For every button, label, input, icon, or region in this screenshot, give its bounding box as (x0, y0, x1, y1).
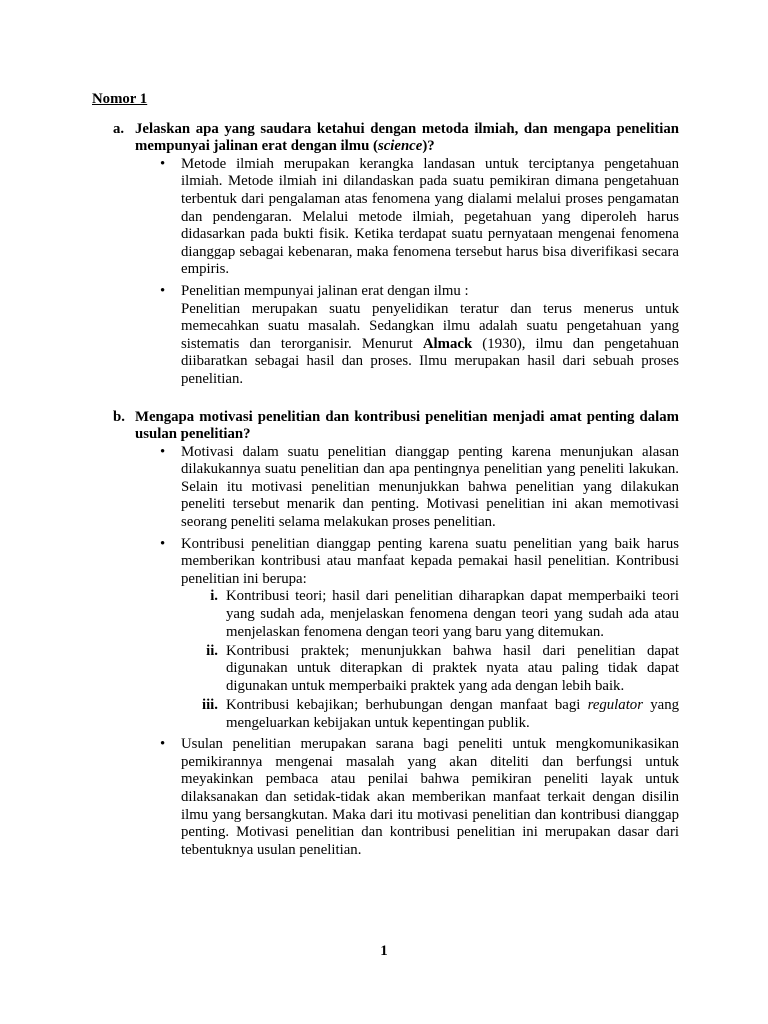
text-line: Selain itu motivasi penelitian menunjukkan bahwa penelitian yang dilakukan (181, 478, 679, 495)
text-line: dilakukannya suatu penelitian dan apa pentingnya penelitian yang peneliti lakukan. (181, 461, 679, 478)
page-number: 1 (380, 943, 388, 959)
text-line: ilmu yang bersangkutan. Maka dari itu motivasi penelitian dan kontribusi dianggap (181, 806, 679, 823)
text-line: pemikirannya mengenai masalah yang akan diteliti dan berfungsi untuk (181, 753, 679, 770)
text-line (226, 697, 679, 715)
sub-item (206, 642, 679, 696)
text-line: yang sudah ada, menjelaskan fenomena dengan teori yang sudah ada atau (226, 606, 679, 623)
text-line: dilaksanakan dan setidak-tidak akan memberikan manfaat terkait dengan disilin (181, 788, 679, 805)
text-line: meyakinkan pembaca atau penilai bahwa pemikiran peneliti layak untuk (181, 771, 679, 788)
text-line: penting. Motivasi penelitian dan kontribusi penelitian ini merupakan dasar dari (181, 824, 679, 841)
text-line: Mengapa motivasi penelitian dan kontribusi penelitian menjadi amat penting dalam (135, 408, 679, 425)
text-run: Kontribusi kebajikan; berhubungan dengan manfaat bagi (226, 697, 588, 713)
bullet-icon: • (160, 443, 166, 460)
sub-item-marker: i. (210, 588, 218, 605)
text-line: penelitian. (181, 370, 244, 387)
answer-bullet (160, 736, 679, 859)
question-marker: b. (113, 408, 125, 425)
text-line: Kontribusi penelitian dianggap penting karena suatu penelitian yang baik harus (181, 535, 679, 552)
text-run: )? (422, 138, 435, 155)
answer-bullet (160, 443, 679, 532)
answer-bullet (160, 282, 679, 389)
sub-item (201, 697, 679, 732)
document-body (0, 91, 768, 859)
text-line: digunakan untuk memperbaiki praktek yang ada dengan lebih baik. (226, 677, 625, 694)
text-line: Motivasi dalam suatu penelitian dianggap penting karena menunjukan alasan (181, 443, 679, 460)
answer-paragraph (181, 301, 679, 389)
bullet-icon: • (160, 155, 166, 172)
text-line: Metode ilmiah merupakan kerangka landasan untuk terciptanya pengetahuan (181, 155, 679, 172)
answer-paragraph (181, 156, 679, 279)
answer-paragraph (181, 536, 679, 589)
page-heading: Nomor 1 (92, 91, 148, 107)
text-line: peneliti tersebut menarik dan penting. Motivasi penelitian ini akan memotivasi (181, 496, 679, 513)
answer-bullet (160, 155, 679, 279)
answer-paragraph (181, 736, 679, 859)
text-line: Kontribusi praktek; menunjukkan bahwa hasil dari penelitian dapat (226, 642, 679, 659)
question-text (113, 408, 679, 444)
text-run: mempunyai jalinan erat dengan ilmu ( (135, 138, 378, 155)
text-line: memberikan kontribusi atau manfaat kepada pemakai hasil penelitian. Kontribusi (181, 553, 679, 570)
sub-item-marker: ii. (206, 642, 218, 659)
text-line: memecahkan suatu masalah. Sedangkan ilmu adalah suatu pengetahuan yang (181, 318, 679, 335)
bold-term: Almack (422, 335, 473, 352)
answer-bullet (160, 535, 679, 733)
text-line (135, 138, 679, 156)
question-section (0, 121, 768, 389)
text-line: empiris. (181, 261, 230, 278)
text-line: seorang peneliti selama melakukan proses penelitian. (181, 514, 496, 531)
italic-term: science (377, 138, 423, 155)
text-line: digunakan untuk diterapkan di praktek nyata atau paling tidak dapat (226, 660, 679, 677)
answer-list (0, 444, 768, 860)
text-line: ilmiah. Metode ilmiah ini dilandaskan pada suatu pemikiran dimana pengetahuan (181, 173, 679, 190)
answer-paragraph (181, 444, 679, 532)
text-line: mengeluarkan kebijakan untuk kepentingan publik. (226, 714, 530, 731)
bullet-icon: • (160, 736, 166, 753)
question-marker: a. (113, 120, 125, 137)
question-section (0, 409, 768, 860)
text-line: usulan penelitian? (135, 426, 251, 443)
text-run: yang (642, 697, 679, 713)
text-line: didasarkan pada bukti fisik. Ketika terdapat suatu pernyataan mengenai fenomena (181, 226, 679, 243)
answer-paragraph (181, 283, 679, 301)
question-text (113, 120, 679, 156)
text-line: Penelitian mempunyai jalinan erat dengan ilmu : (181, 282, 469, 299)
text-line (181, 336, 679, 354)
text-line: Penelitian merupakan suatu penyelidikan teratur dan terus menerus untuk (181, 300, 679, 317)
text-line: dan pendengaran. Melalui metode ilmiah, pegetahuan yang diperoleh harus (181, 208, 679, 225)
question-list (0, 121, 768, 860)
text-line: penelitian ini berupa: (181, 570, 307, 587)
answer-list (0, 156, 768, 389)
text-line: dianggap sebagai kebenaran, maka fenomena tersebut harus bisa diverifikasi secara (181, 243, 679, 260)
text-line: Usulan penelitian merupakan sarana bagi peneliti untuk mengkomunikasikan (181, 736, 679, 753)
text-line: Jelaskan apa yang saudara ketahui dengan metoda ilmiah, dan mengapa penelitian (135, 120, 679, 137)
sub-item-list (201, 588, 679, 732)
sub-item (210, 588, 679, 641)
text-line: diibaratkan sebagai hasil dan proses. Ilmu merupakan hasil dari sebuah proses (181, 353, 679, 370)
text-line: terbentuk dari pengalaman atas fenomena yang dialami melalui proses pengamatan (181, 190, 679, 207)
text-line: menjelaskan fenomena dengan teori yang baru yang ditemukan. (226, 623, 605, 640)
italic-term: regulator (587, 697, 643, 713)
sub-item-marker: iii. (201, 697, 218, 713)
text-line: tebentuknya usulan penelitian. (181, 841, 362, 858)
text-line: Kontribusi teori; hasil dari penelitian diharapkan dapat memperbaiki teori (226, 588, 679, 605)
text-run: sistematis dan terorganisir. Menurut (181, 335, 423, 352)
bullet-icon: • (160, 282, 166, 299)
bullet-icon: • (160, 535, 166, 552)
text-run: (1930), ilmu dan pengetahuan (472, 335, 679, 352)
